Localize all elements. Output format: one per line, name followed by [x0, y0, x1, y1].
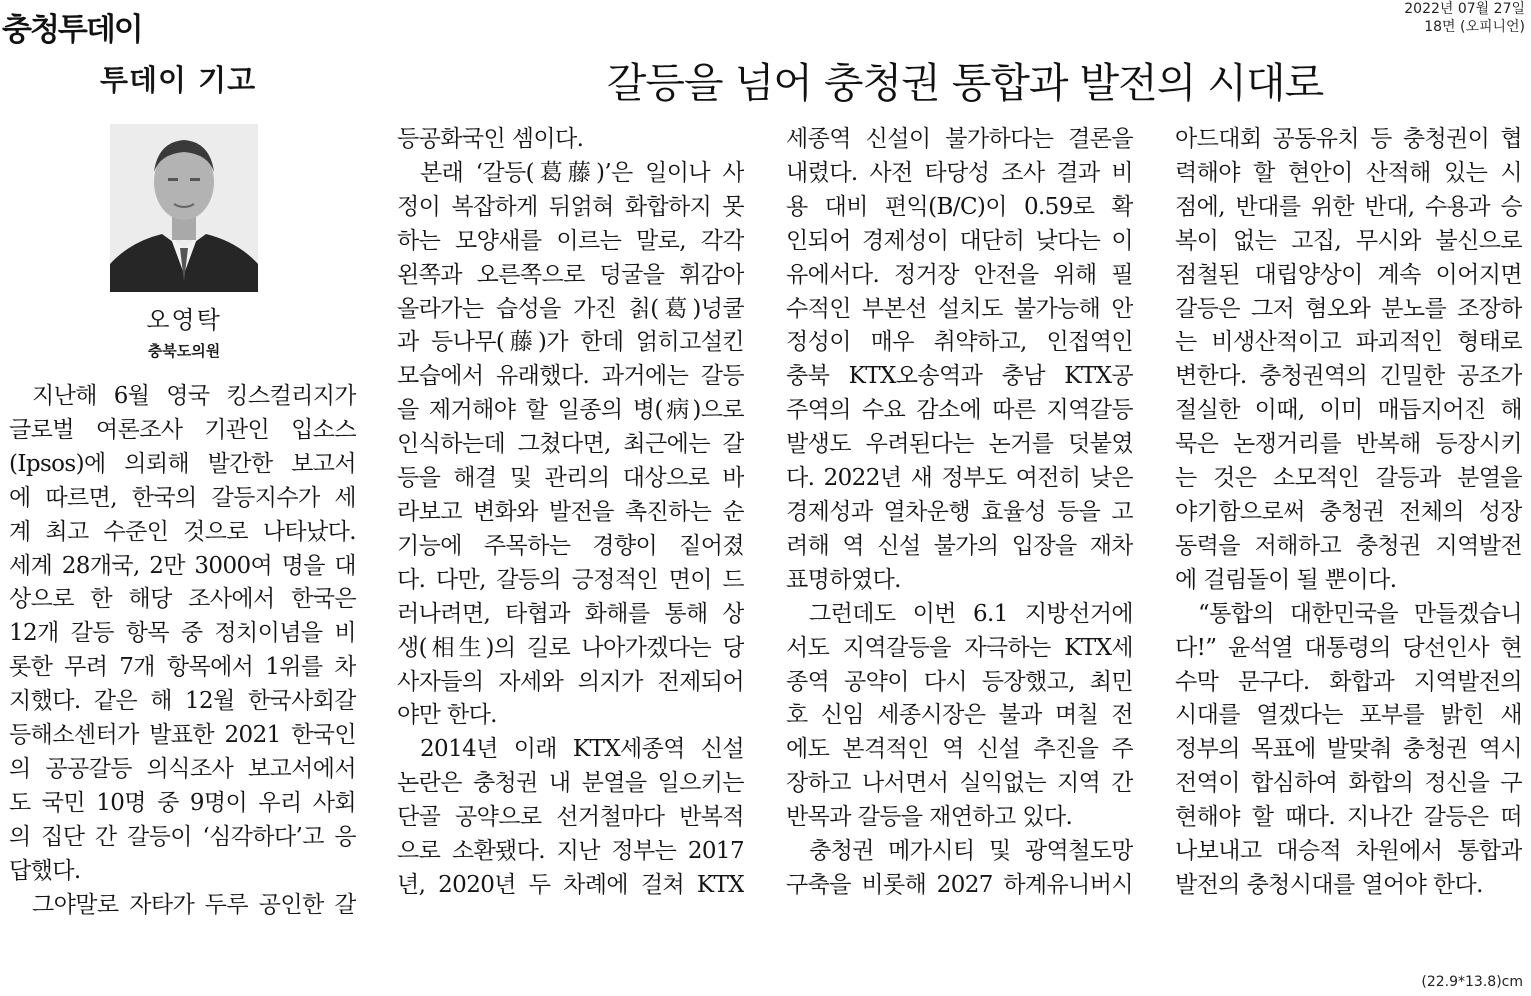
- text-line: 단골 공약으로 선거철마다 반복적: [397, 804, 744, 831]
- text-line: 왼쪽과 오른쪽으로 덩굴을 휘감아: [397, 261, 744, 288]
- text-line: 복이 없는 고집, 무시와 불신으로: [1175, 227, 1522, 254]
- text-line: 인식하는데 그쳤다면, 최근에는 갈: [397, 431, 744, 458]
- text-line: 수적인 부본선 설치도 불가능해 안: [786, 295, 1133, 322]
- text-line: 충북 KTX오송역과 충남 KTX공: [786, 363, 1133, 390]
- text-line: 표명하였다.: [786, 566, 901, 593]
- text-line: 세계 28개국, 2만 3000여 명을 대: [9, 552, 356, 579]
- text-line: 나보내고 대승적 차원에서 통합과: [1175, 838, 1522, 865]
- text-line: 상으로 한 해당 조사에서 한국은: [9, 586, 356, 613]
- text-line: 아드대회 공동유치 등 충청권이 협: [1175, 126, 1522, 152]
- text-line: 그야말로 자타가 두루 공인한 갈: [32, 891, 356, 918]
- text-line: 답했다.: [9, 857, 81, 884]
- text-line: 수막 문구다. 화합과 지역발전의: [1175, 668, 1522, 695]
- text-line: 세종역 신설이 불가하다는 결론을: [786, 126, 1133, 152]
- article-column-2: [397, 123, 744, 903]
- article-headline: 갈등을 넘어 충청권 통합과 발전의 시대로: [606, 59, 1324, 107]
- text-line: 정이 복잡하게 뒤얽혀 화합하지 못: [397, 193, 744, 220]
- text-line: 을 제거해야 할 일종의 병(病)으로: [397, 397, 744, 424]
- text-line: 주역의 수요 감소에 따른 지역갈등: [786, 397, 1133, 424]
- text-line: 인되어 경제성이 대단히 낮다는 이: [786, 227, 1133, 254]
- text-line: 려해 역 신설 불가의 입장을 재차: [786, 532, 1133, 559]
- text-line: 다. 2022년 새 정부도 여전히 낮은: [786, 465, 1133, 492]
- text-line: 글로벌 여론조사 기관인 입소스: [9, 416, 356, 443]
- text-line: 묵은 논쟁거리를 반복해 등장시키: [1175, 431, 1522, 458]
- text-line: 력해야 할 현안이 산적해 있는 시: [1175, 159, 1522, 186]
- text-line: 유에서다. 정거장 안전을 위해 필: [786, 261, 1133, 288]
- text-line: 절실한 이때, 이미 매듭지어진 해: [1175, 397, 1522, 424]
- text-line: 전역이 합심하여 화합의 정신을 구: [1175, 770, 1522, 797]
- text-line: 롯한 무려 7개 항목에서 1위를 차: [9, 654, 356, 681]
- text-line: 러나려면, 타협과 화해를 통해 상: [397, 600, 744, 627]
- text-line: 야만 한다.: [397, 702, 497, 729]
- text-line: 에 따르면, 한국의 갈등지수가 세: [9, 484, 356, 511]
- article-column-1: [9, 380, 356, 923]
- text-line: 계 최고 수준인 것으로 나타났다.: [9, 518, 356, 545]
- text-line: 올라가는 습성을 가진 칡(葛)넝쿨: [397, 295, 744, 322]
- text-line: 점에, 반대를 위한 반대, 수용과 승: [1175, 193, 1522, 220]
- text-line: 의 집단 간 갈등이 ‘심각하다’고 응: [9, 823, 356, 850]
- text-line: 현해야 할 때다. 지나간 갈등은 떠: [1175, 804, 1522, 831]
- text-line: 사자들의 자세와 의지가 전제되어: [397, 668, 744, 695]
- text-line: 동력을 저해하고 충청권 지역발전: [1175, 532, 1522, 559]
- article-size-note: (22.9*13.8)cm: [1421, 974, 1523, 990]
- text-line: 경제성과 열차운행 효율성 등을 고: [786, 498, 1133, 525]
- text-line: 점철된 대립양상이 계속 이어지면: [1175, 261, 1522, 288]
- author-portrait-image: [110, 124, 258, 292]
- text-line: 모습에서 유래했다. 과거에는 갈등: [397, 363, 744, 390]
- text-line: “통합의 대한민국을 만들겠습니: [1198, 600, 1522, 627]
- article-column-4: [1175, 123, 1522, 903]
- text-line: 용 대비 편익(B/C)이 0.59로 확: [786, 193, 1133, 220]
- text-line: 반목과 갈등을 재연하고 있다.: [786, 804, 1073, 831]
- issue-date: 2022년 07월 27일: [1404, 1, 1525, 17]
- section-title: 투데이 기고: [100, 63, 257, 97]
- text-line: 발전의 충청시대를 열어야 한다.: [1175, 871, 1483, 898]
- author-name: 오영탁: [146, 306, 222, 334]
- text-line: 구축을 비롯해 2027 하계유니버시: [786, 871, 1133, 898]
- text-line: 지난해 6월 영국 킹스컬리지가: [32, 383, 356, 409]
- text-line: 등을 해결 및 관리의 대상으로 바: [397, 465, 744, 492]
- text-line: (Ipsos)에 의뢰해 발간한 보고서: [9, 450, 356, 477]
- text-line: 기능에 주목하는 경향이 짙어졌: [397, 532, 744, 559]
- text-line: 도 국민 10명 중 9명이 우리 사회: [9, 789, 356, 816]
- text-line: 변한다. 충청권역의 긴밀한 공조가: [1175, 363, 1522, 390]
- text-line: 장하고 나서면서 실익없는 지역 간: [786, 770, 1133, 797]
- text-line: 정성이 매우 취약하고, 인접역인: [786, 329, 1133, 356]
- text-line: 생(相生)의 길로 나아가겠다는 당: [397, 634, 744, 661]
- article-column-3: [786, 123, 1133, 903]
- text-line: 그런데도 이번 6.1 지방선거에: [809, 600, 1133, 627]
- text-line: 다. 다만, 갈등의 긍정적인 면이 드: [397, 566, 744, 593]
- text-line: 충청권 메가시티 및 광역철도망: [809, 838, 1133, 865]
- text-line: 발생도 우려된다는 논거를 덧붙였: [786, 431, 1133, 458]
- text-line: 에 걸림돌이 될 뿐이다.: [1175, 566, 1397, 593]
- page-info: 18면 (오피니언): [1424, 19, 1525, 35]
- text-line: 는 비생산적이고 파괴적인 형태로: [1175, 329, 1522, 356]
- text-line: 과 등나무(藤)가 한데 얽히고설킨: [397, 329, 744, 356]
- author-role: 충북도의원: [147, 342, 221, 360]
- text-line: 지했다. 같은 해 12월 한국사회갈: [9, 688, 356, 715]
- text-line: 년, 2020년 두 차례에 걸쳐 KTX: [397, 871, 744, 898]
- text-line: 12개 갈등 항목 중 정치이념을 비: [9, 620, 356, 647]
- text-line: 하는 모양새를 이르는 말로, 각각: [397, 227, 744, 254]
- text-line: 시대를 열겠다는 포부를 밝힌 새: [1175, 702, 1522, 729]
- text-line: 는 것은 소모적인 갈등과 분열을: [1175, 465, 1522, 492]
- text-line: 라보고 변화와 발전을 촉진하는 순: [397, 498, 744, 525]
- text-line: 정부의 목표에 발맞춰 충청권 역시: [1175, 736, 1522, 763]
- text-line: 논란은 충청권 내 분열을 일으키는: [397, 770, 744, 797]
- text-line: 야기함으로써 충청권 전체의 성장: [1175, 498, 1522, 525]
- text-line: 의 공공갈등 의식조사 보고서에서: [9, 755, 356, 782]
- text-line: 본래 ‘갈등(葛藤)’은 일이나 사: [420, 159, 744, 186]
- issue-meta: [1404, 0, 1525, 36]
- text-line: 에도 본격적인 역 신설 추진을 주: [786, 736, 1133, 763]
- text-line: 종역 공약이 다시 등장했고, 최민: [786, 668, 1133, 695]
- text-line: 등공화국인 셈이다.: [397, 126, 584, 152]
- text-line: 서도 지역갈등을 자극하는 KTX세: [786, 634, 1133, 661]
- text-line: 등해소센터가 발표한 2021 한국인: [9, 722, 356, 749]
- text-line: 호 신임 세종시장은 불과 며칠 전: [786, 702, 1133, 729]
- text-line: 으로 소환됐다. 지난 정부는 2017: [397, 838, 744, 865]
- text-line: 내렸다. 사전 타당성 조사 결과 비: [786, 159, 1133, 186]
- text-line: 다!” 윤석열 대통령의 당선인사 현: [1175, 634, 1522, 661]
- text-line: 2014년 이래 KTX세종역 신설: [420, 736, 744, 763]
- text-line: 갈등은 그저 혐오와 분노를 조장하: [1175, 295, 1522, 322]
- author-photo: [110, 124, 258, 292]
- newspaper-logo: 충청투데이: [2, 12, 142, 48]
